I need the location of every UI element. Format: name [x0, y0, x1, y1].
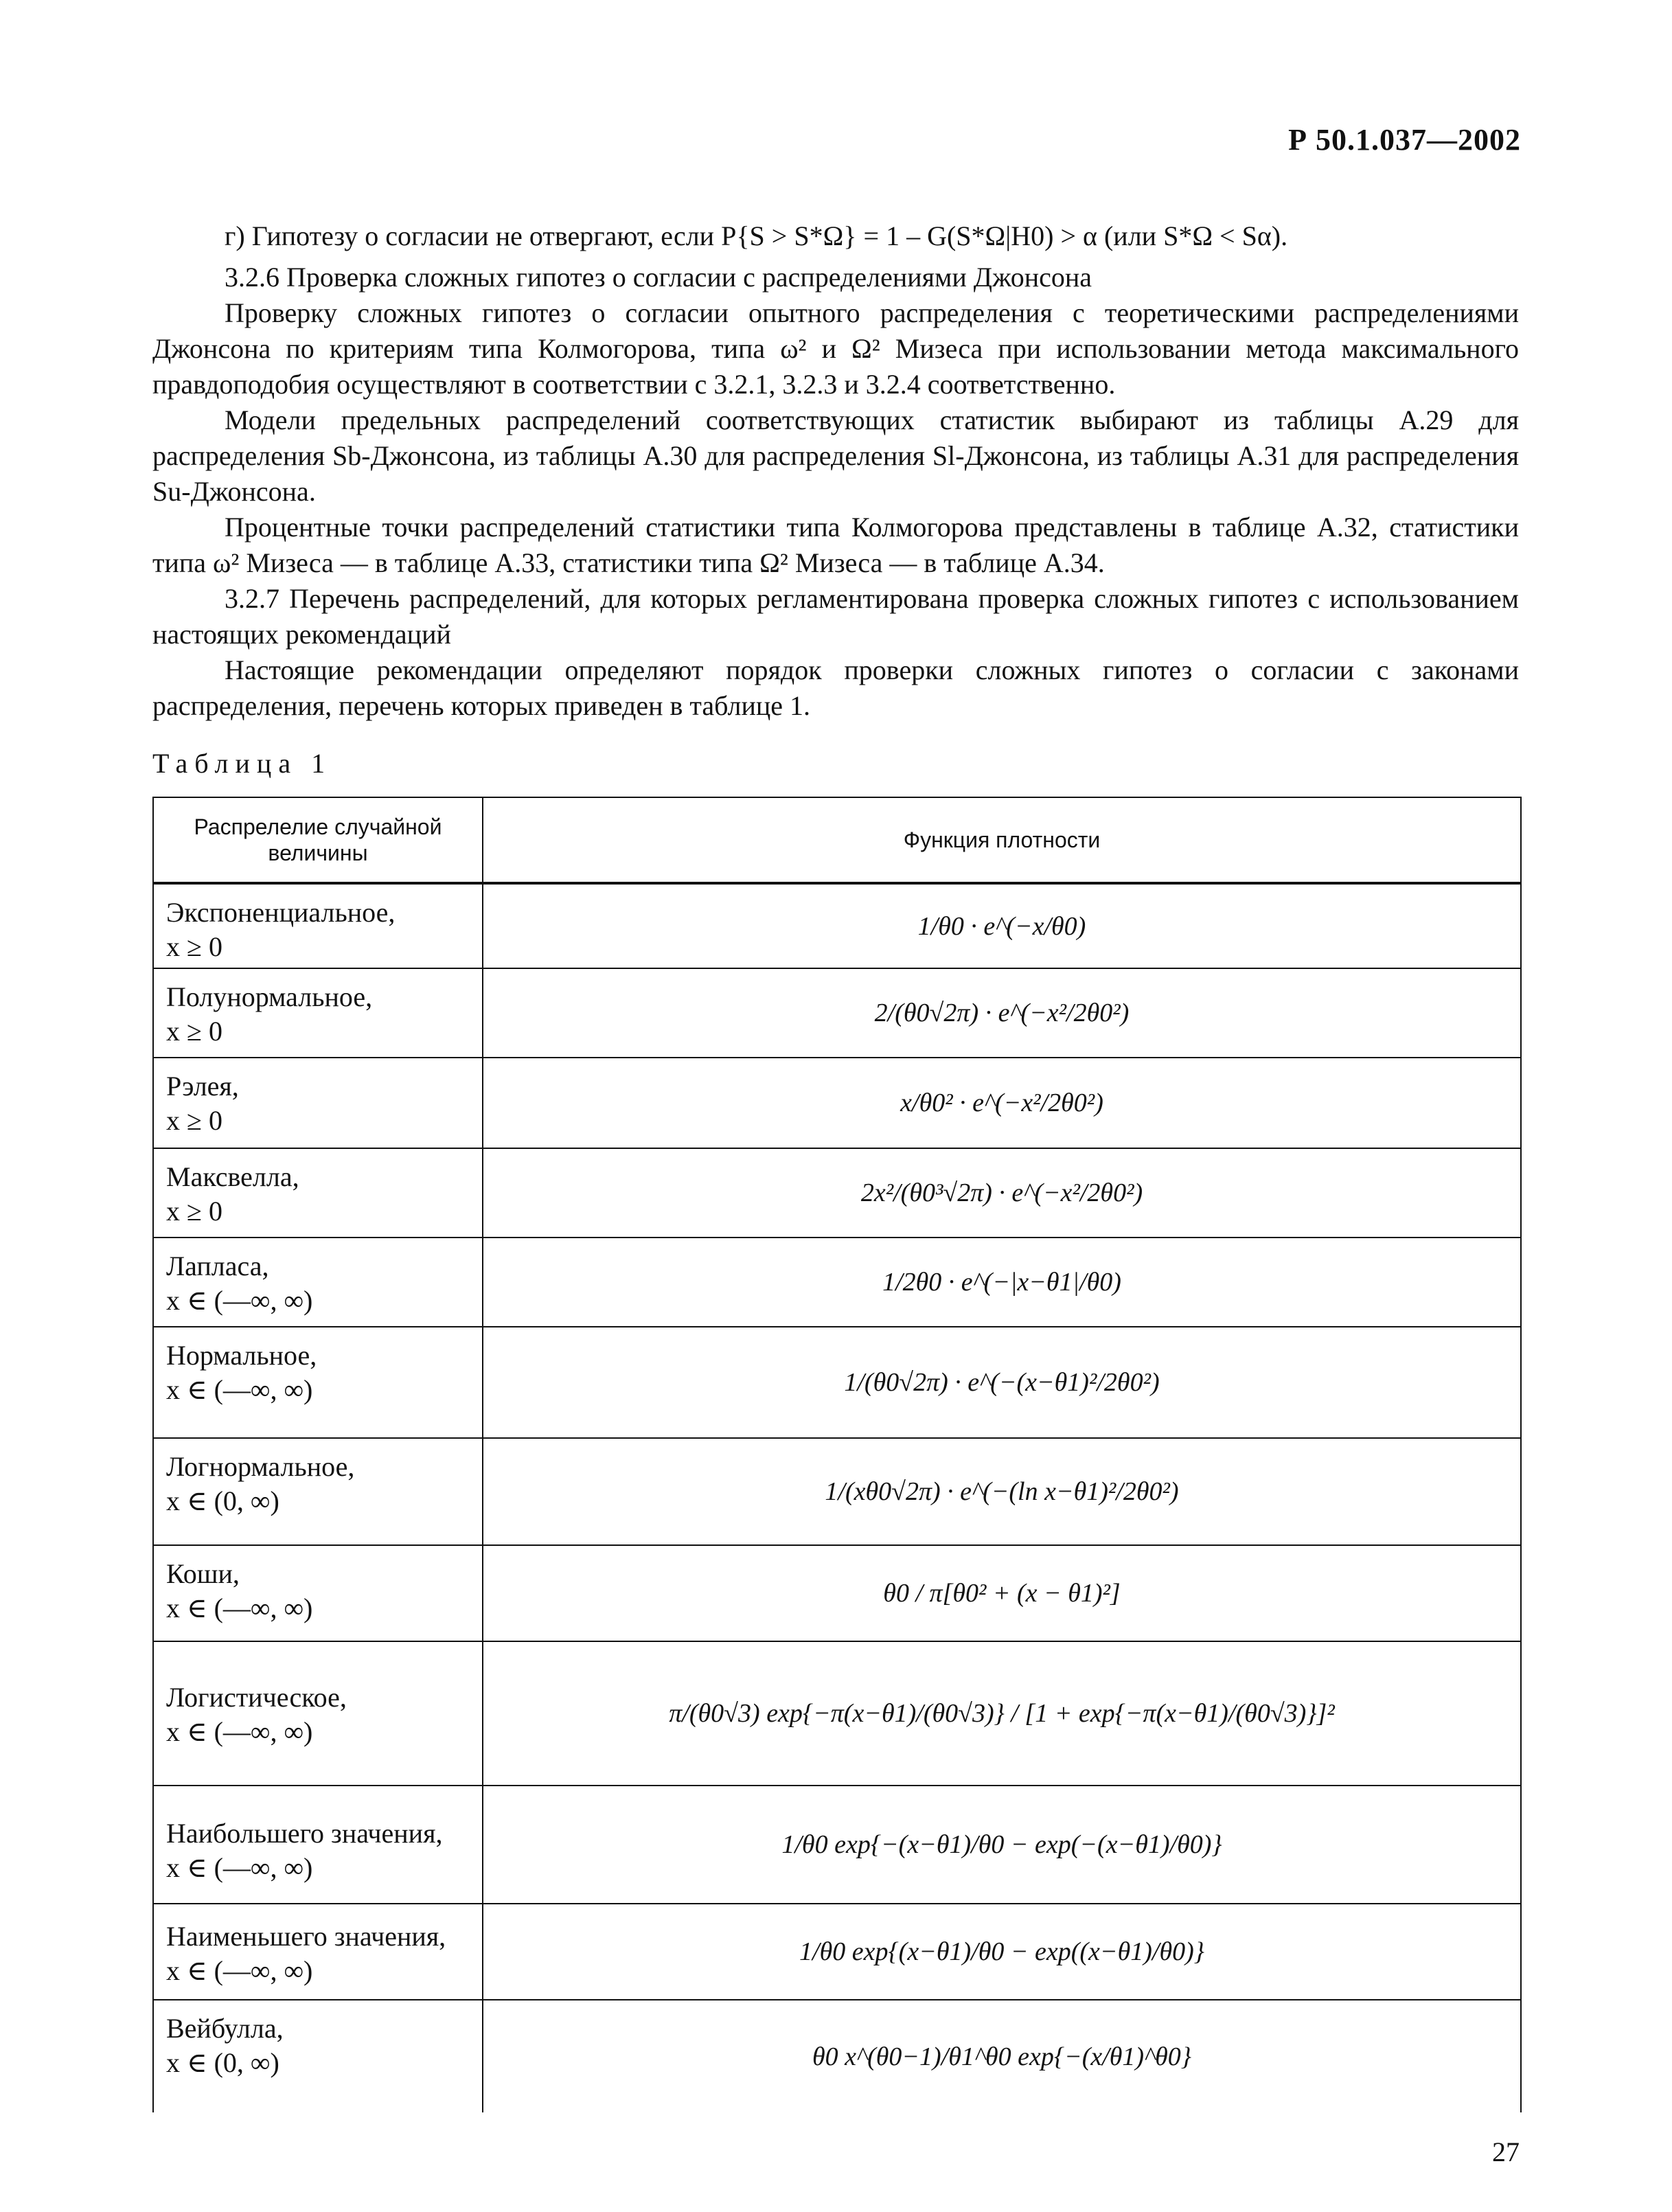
distribution-name-cell: Рэлея, x ≥ 0 [153, 1058, 483, 1148]
table-row [153, 1641, 1521, 1786]
body-text [152, 218, 1519, 724]
table-row [153, 1904, 1521, 2000]
table-row [153, 1327, 1521, 1438]
density-formula: 1/2θ0 · e^(−|x−θ1|/θ0) [882, 1268, 1121, 1297]
table-row [153, 883, 1521, 968]
table-row [153, 1238, 1521, 1327]
density-formula: 2/(θ0√2π) · e^(−x²/2θ0²) [874, 999, 1130, 1027]
density-formula-cell [483, 2000, 1521, 2112]
distribution-name-cell: Экспоненциальное, x ≥ 0 [153, 883, 483, 968]
distribution-name-cell: Полунормальное, x ≥ 0 [153, 968, 483, 1058]
density-formula-cell [483, 968, 1521, 1058]
section-heading-3-2-6: 3.2.6 Проверка сложных гипотез о согласии с распределениями Джонсона [225, 262, 1092, 293]
density-formula-cell [483, 1641, 1521, 1786]
distribution-name-cell: Максвелла, x ≥ 0 [153, 1148, 483, 1238]
column-header-distribution: Распрелелие случайной величины [153, 797, 483, 883]
paragraph-recommendations: Настоящие рекомендации определяют порядок проверки сложных гипотез о согласии с законами распределения, перечень которых приведен в таблице 1. [152, 654, 1519, 721]
document-number: Р 50.1.037—2002 [1288, 123, 1521, 157]
density-formula-cell [483, 1786, 1521, 1904]
distribution-table [152, 797, 1522, 2112]
distribution-name-cell: Лапласа, x ∈ (—∞, ∞) [153, 1238, 483, 1327]
density-formula: 2x²/(θ0³√2π) · e^(−x²/2θ0²) [860, 1178, 1143, 1207]
density-formula: 1/θ0 exp{(x−θ1)/θ0 − exp((x−θ1)/θ0)} [799, 1937, 1204, 1966]
density-formula-cell [483, 1238, 1521, 1327]
table-row [153, 1438, 1521, 1545]
table-caption: Таблица 1 [152, 748, 332, 779]
table-row [153, 968, 1521, 1058]
distribution-name-cell: Коши, x ∈ (—∞, ∞) [153, 1545, 483, 1641]
table-row [153, 2000, 1521, 2112]
density-formula: π/(θ0√3) exp{−π(x−θ1)/(θ0√3)} / [1 + exp{−π(x−θ1)/(θ0√3)}]² [669, 1699, 1335, 1728]
table-header-row [153, 797, 1521, 883]
density-formula-cell [483, 1545, 1521, 1641]
density-formula: 1/θ0 exp{−(x−θ1)/θ0 − exp(−(x−θ1)/θ0)} [781, 1830, 1222, 1859]
distribution-name-cell: Вейбулла, x ∈ (0, ∞) [153, 2000, 483, 2112]
density-formula-cell [483, 1148, 1521, 1238]
density-formula-cell [483, 1438, 1521, 1545]
paragraph-johnson-check: Проверку сложных гипотез о согласии опытного распределения с теоретическими распределениями Джонсона по критериям типа Колмогорова, типа ω² и Ω² Мизеса при использовании метода максимального правдоподобия осуществляют в соответствии с 3.2.1, 3.2.3 и 3.2.4 соответственно. [152, 297, 1519, 400]
distribution-name-cell: Логистическое, x ∈ (—∞, ∞) [153, 1641, 483, 1786]
distribution-name-cell: Нормальное, x ∈ (—∞, ∞) [153, 1327, 483, 1438]
table-row [153, 1545, 1521, 1641]
density-formula: 1/(xθ0√2π) · e^(−(ln x−θ1)²/2θ0²) [825, 1477, 1179, 1506]
paragraph-limit-models: Модели предельных распределений соответствующих статистик выбирают из таблицы А.29 для распределения Sb-Джонсона, из таблицы А.30 для распределения Sl-Джонсона, из таблицы А.31 для распределения Su-Джонсона. [152, 404, 1519, 507]
distribution-name-cell: Наименьшего значения, x ∈ (—∞, ∞) [153, 1904, 483, 2000]
density-formula: x/θ0² · e^(−x²/2θ0²) [900, 1088, 1103, 1117]
density-formula: 1/θ0 · e^(−x/θ0) [917, 911, 1086, 941]
density-formula-cell [483, 1327, 1521, 1438]
table-row [153, 1148, 1521, 1238]
density-formula: θ0 / π[θ0² + (x − θ1)²] [883, 1579, 1121, 1608]
distribution-name-cell: Логнормальное, x ∈ (0, ∞) [153, 1438, 483, 1545]
table-row [153, 1786, 1521, 1904]
page-number: 27 [1492, 2136, 1520, 2167]
paragraph-percent-points: Процентные точки распределений статистики типа Колмогорова представлены в таблице А.32, статистики типа ω² Мизеса — в таблице А.33, статистики типа Ω² Мизеса — в таблице А.34. [152, 512, 1519, 578]
table-row [153, 1058, 1521, 1148]
paragraph-condition: г) Гипотезу о согласии не отвергают, если P{S > S*Ω} = 1 – G(S*Ω|H0) > α (или S*Ω < Sα). [225, 220, 1288, 251]
density-formula: θ0 x^(θ0−1)/θ1^θ0 exp{−(x/θ1)^θ0} [812, 2042, 1191, 2071]
density-formula-cell [483, 883, 1521, 968]
distribution-name-cell: Наибольшего значения, x ∈ (—∞, ∞) [153, 1786, 483, 1904]
density-formula-cell [483, 1904, 1521, 2000]
density-formula: 1/(θ0√2π) · e^(−(x−θ1)²/2θ0²) [844, 1368, 1160, 1397]
density-formula-cell [483, 1058, 1521, 1148]
section-heading-3-2-7: 3.2.7 Перечень распределений, для которых регламентирована проверка сложных гипотез с использованием настоящих рекомендаций [152, 583, 1519, 650]
column-header-density: Функция плотности [483, 797, 1521, 883]
